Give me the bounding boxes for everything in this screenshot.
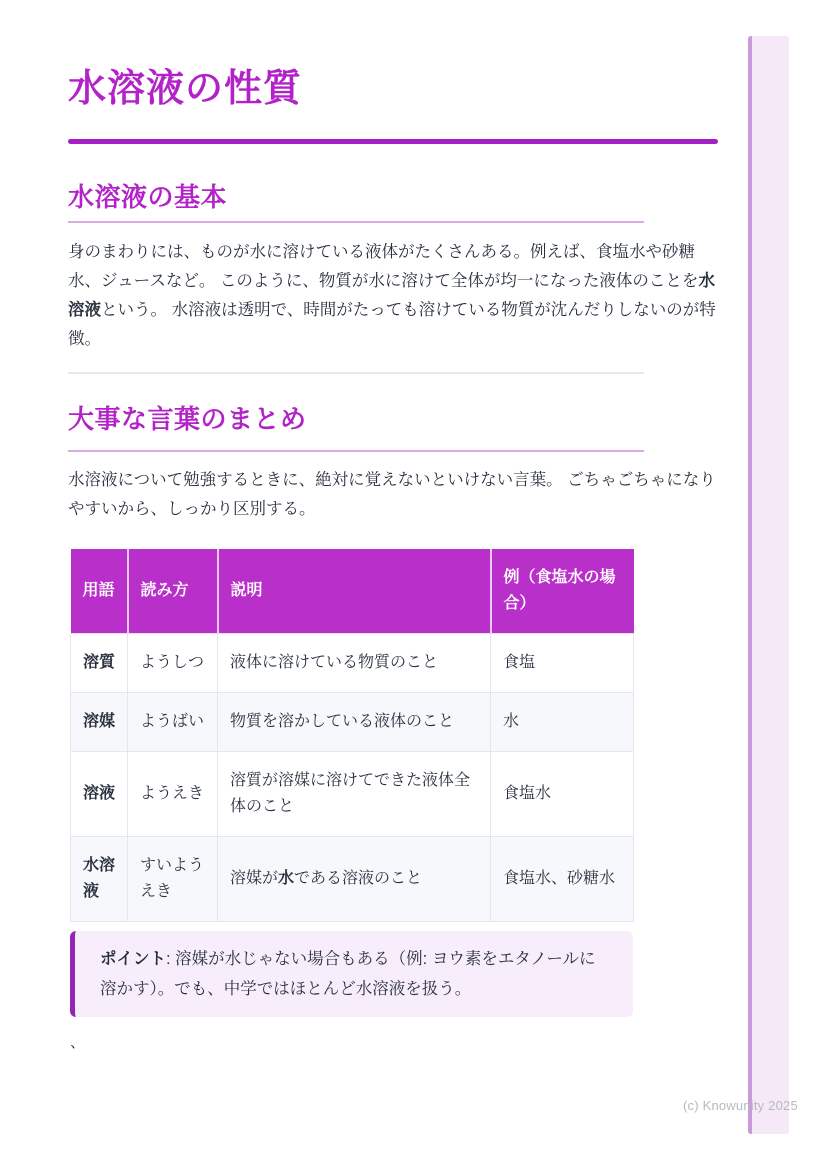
page-title: 水溶液の性質 xyxy=(68,68,303,110)
cell-reading: ようばい xyxy=(128,693,218,752)
cell-term: 水溶液 xyxy=(71,837,128,922)
cell-term: 溶液 xyxy=(71,752,128,837)
table-row xyxy=(71,693,634,752)
section-heading-underline xyxy=(68,221,644,223)
cell-term: 溶媒 xyxy=(71,693,128,752)
table-row xyxy=(71,634,634,693)
table-row xyxy=(71,837,634,922)
stray-comma-mark: 、 xyxy=(70,1034,86,1051)
section-heading-underline xyxy=(68,450,644,452)
cell-example: 食塩 xyxy=(491,634,634,693)
point-callout: ポイント: 溶媒が水じゃない場合もある（例: ヨウ素をエタノールに溶かす）。でも、中学ではほとんど水溶液を扱う。 xyxy=(70,931,633,1017)
section-divider xyxy=(68,372,644,374)
column-header-description: 説明 xyxy=(218,549,491,634)
cell-reading: すいようえき xyxy=(128,837,218,922)
title-divider xyxy=(68,139,718,144)
cell-example: 食塩水、砂糖水 xyxy=(491,837,634,922)
cell-description: 液体に溶けている物質のこと xyxy=(218,634,491,693)
terms-table xyxy=(70,549,634,922)
table-header-row xyxy=(71,549,634,634)
decorative-side-stripe xyxy=(748,36,789,1134)
copyright-watermark: (c) Knowunity 2025 xyxy=(683,1098,798,1113)
cell-reading: ようえき xyxy=(128,752,218,837)
section-heading-key-terms: 大事な言葉のまとめ xyxy=(68,404,307,434)
cell-term: 溶質 xyxy=(71,634,128,693)
cell-description: 物質を溶かしている液体のこと xyxy=(218,693,491,752)
paragraph-basics: 身のまわりには、ものが水に溶けている液体がたくさんある。例えば、食塩水や砂糖水、ジュースなど。 このように、物質が水に溶けて全体が均一になった液体のことを水溶液という。 水溶液は透明で、時間がたっても溶けている物質が沈んだりしないのが特徴。 xyxy=(68,243,716,348)
column-header-term: 用語 xyxy=(71,549,128,634)
cell-description: 溶媒が水である溶液のこと xyxy=(218,837,491,922)
cell-description: 溶質が溶媒に溶けてできた液体全体のこと xyxy=(218,752,491,837)
column-header-example: 例（食塩水の場合） xyxy=(491,549,634,634)
cell-example: 食塩水 xyxy=(491,752,634,837)
cell-reading: ようしつ xyxy=(128,634,218,693)
cell-example: 水 xyxy=(491,693,634,752)
paragraph-key-terms: 水溶液について勉強するときに、絶対に覚えないといけない言葉。 ごちゃごちゃになりやすいから、しっかり区別する。 xyxy=(68,471,716,518)
column-header-reading: 読み方 xyxy=(128,549,218,634)
table-row xyxy=(71,752,634,837)
section-heading-basics: 水溶液の基本 xyxy=(68,182,228,212)
